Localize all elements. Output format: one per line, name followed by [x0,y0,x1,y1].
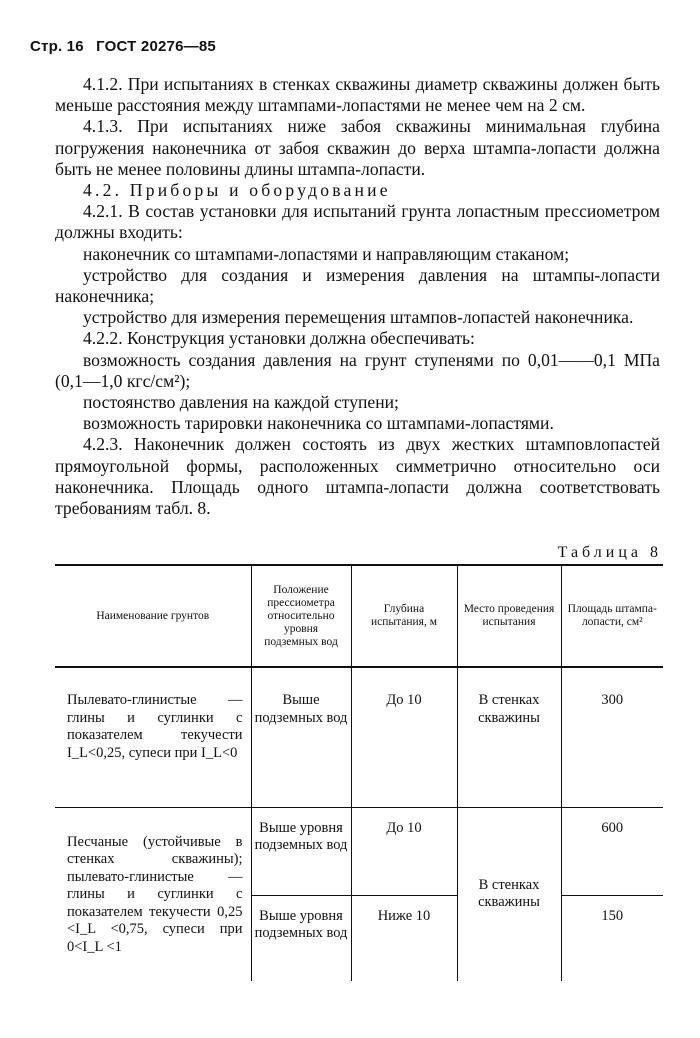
area-cell: 600 [561,807,663,895]
standard-code: ГОСТ 20276—85 [96,38,216,55]
page-number: Стр. 16 [30,38,84,55]
page-header [30,38,224,55]
section-heading-4-2: 4.2. Приборы и оборудование [83,180,391,201]
paragraph-4-2-3: 4.2.3. Наконечник должен состоять из двух жестких штамповлопастей прямоугольной формы, расположенных симметрично относительно оси наконечника. Площадь одного штампа-лопасти должна соответствовать требованиям табл. 8. [55,434,660,519]
table-header-row [55,565,663,667]
list-item: возможность тарировки наконечника со штампами-лопастями. [83,413,554,434]
depth-cell: До 10 [351,667,457,807]
column-header-position: Положение прессиометра относительно уровня подземных вод [251,565,351,667]
list-item: устройство для создания и измерения давления на штампы-лопасти наконечника; [55,264,660,307]
table-row [55,667,663,807]
position-cell: Выше подземных вод [251,667,351,807]
area-cell: 150 [561,895,663,981]
soil-name-cell: Песчаные (устойчивые в стенках скважины); пылевато-глинистые — глины и суглинки с показателем текучести 0,25 <I_L <0,75, супеси при 0<I_L <1 [55,807,251,981]
table-8 [55,564,663,981]
depth-cell: До 10 [351,807,457,895]
body-text [55,74,660,519]
paragraph-4-1-2: 4.1.2. При испытаниях в стенках скважины диаметр скважины должен быть меньше расстояния между штампами-лопастями не менее чем на 2 см. [55,74,660,116]
list-item: наконечник со штампами-лопастями и направляющим стаканом; [83,243,570,264]
column-header-area: Площадь штампа-лопасти, см² [561,565,663,667]
list-item: устройство для измерения перемещения штампов-лопастей наконечника. [83,307,634,328]
place-cell: В стенках скважины [457,807,561,981]
column-header-name: Наименование грунтов [55,565,251,667]
paragraph-4-2-2: 4.2.2. Конструкция установки должна обеспечивать: [83,328,475,349]
position-cell: Выше уровня подземных вод [251,895,351,981]
paragraph-4-1-3: 4.1.3. При испытаниях ниже забоя скважины минимальная глубина погружения наконечника от забоя скважин до верха штампа-лопасти должна быть не менее половины длины штампа-лопасти. [55,116,660,179]
place-cell: В стенках скважины [457,667,561,807]
column-header-depth: Глубина испытания, м [351,565,457,667]
list-item: постоянство давления на каждой ступени; [83,392,399,413]
table-row [55,807,663,895]
area-cell: 300 [561,667,663,807]
paragraph-4-2-1: 4.2.1. В состав установки для испытаний грунта лопастным прессиометром должны входить: [55,201,660,243]
soil-name-cell: Пылевато-глинистые — глины и суглинки с показателем текучести I_L<0,25, супеси при I_L<0 [67,692,243,761]
column-header-place: Место проведения испытания [457,565,561,667]
position-cell: Выше уровня подземных вод [251,807,351,895]
table-caption: Таблица 8 [557,544,662,561]
depth-cell: Ниже 10 [351,895,457,981]
list-item: возможность создания давления на грунт ступенями по 0,01——0,1 МПа (0,1—1,0 кгс/см²); [55,349,660,391]
